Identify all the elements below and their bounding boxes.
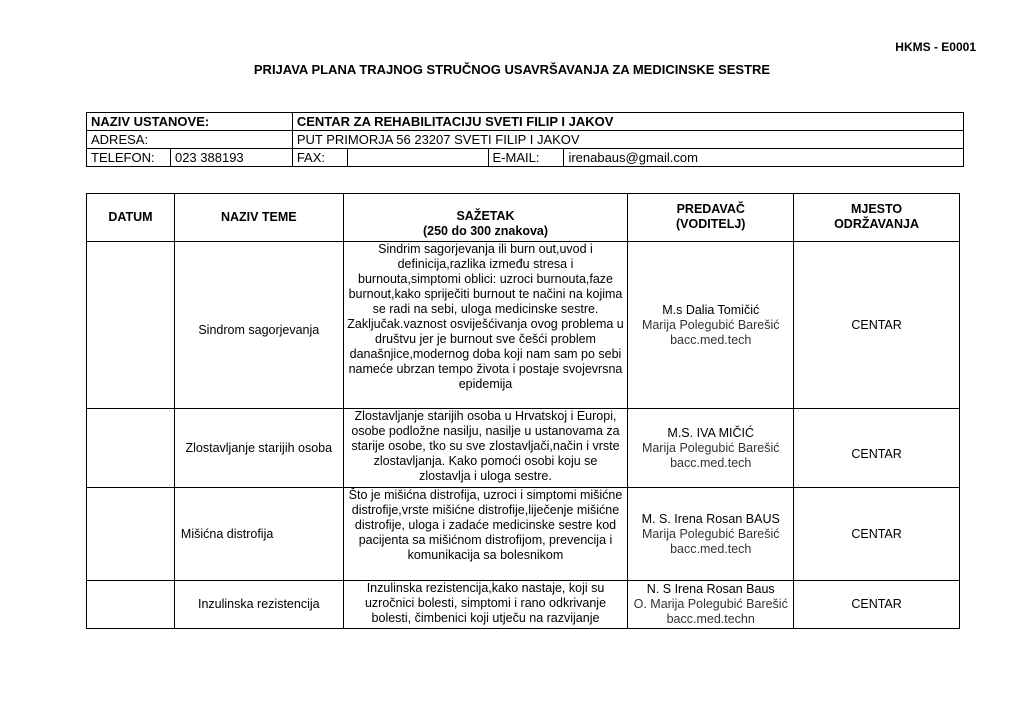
lecturer-assistant: Marija Polegubić Barešić bacc.med.tech: [641, 440, 780, 470]
header-place-note: ODRŽAVANJA: [834, 217, 920, 231]
row-lecturer: [628, 409, 794, 488]
row-topic: Sindrom sagorjevanja: [174, 242, 343, 409]
lecturer-assistant: Marija Polegubić Barešić bacc.med.tech: [641, 317, 780, 347]
row-summary: Sindrim sagorjevanja ili burn out,uvod i definicija,razlika između stresa i burnouta,simptomi oblici: uzroci burnouta,faze burnout,kako spriječiti burnout te načini na kojima se radi na sebi, uloga medicinske sestre. Zaključak.vaznost osviješćivanja ovog problema u društvu jer je burnout sve češći problem današnjice,modernog doba koji nam sam po sebi nameće ubrzan tempo života i postaje svojevrsna epidemija: [343, 242, 628, 409]
header-topic: NAZIV TEME: [174, 194, 343, 242]
lecturer-name: M.S. IVA MIČIĆ: [667, 425, 755, 440]
lecturer-name: M.s Dalia Tomičić: [662, 302, 760, 317]
fax-value: [347, 149, 488, 167]
table-row: [87, 409, 960, 488]
row-date: [87, 409, 175, 488]
row-summary: Inzulinska rezistencija,kako nastaje, koji su uzročnici bolesti, simptomi i rano odkrivanje bolesti, čimbenici koji utječu na razvijanje: [343, 581, 628, 629]
education-plan-table: [86, 193, 960, 629]
email-value: irenabaus@gmail.com: [564, 149, 964, 167]
header-place: [794, 194, 960, 242]
row-lecturer: [628, 242, 794, 409]
table-row: [87, 242, 960, 409]
row-place: CENTAR: [794, 409, 960, 488]
row-summary: Zlostavljanje starijih osoba u Hrvatskoj i Europi, osobe podložne nasilju, nasilje u ustanovama za starije osobe, tko su sve zlostavljači,način i vrste zlostavljanja. Kako pomoći osobi koju se zlostavlja i uloga sestre.: [343, 409, 628, 488]
lecturer-assistant: O. Marija Polegubić Barešić bacc.med.techn: [633, 597, 788, 626]
fax-label: FAX:: [292, 149, 347, 167]
lecturer-name: N. S Irena Rosan Baus: [646, 582, 775, 596]
header-lecturer-note: (VODITELJ): [676, 217, 746, 231]
address-row: [87, 131, 964, 149]
lecturer-name: M. S. Irena Rosan BAUS: [641, 511, 780, 526]
contact-row: [87, 149, 964, 167]
institution-name-label: NAZIV USTANOVE:: [87, 113, 293, 131]
header-summary-title: SAŽETAK: [456, 208, 515, 223]
institution-name-row: [87, 113, 964, 131]
row-date: [87, 242, 175, 409]
institution-info-table: [86, 112, 964, 167]
header-summary-note: (250 do 300 znakova): [422, 223, 549, 238]
phone-label: TELEFON:: [87, 149, 171, 167]
table-row: [87, 581, 960, 629]
phone-value: 023 388193: [170, 149, 292, 167]
lecturer-assistant: Marija Polegubić Barešić bacc.med.tech: [641, 526, 780, 556]
row-topic: Mišićna distrofija: [174, 488, 343, 581]
institution-name-value: CENTAR ZA REHABILITACIJU SVETI FILIP I JAKOV: [292, 113, 963, 131]
header-summary: [343, 194, 628, 242]
row-lecturer: [628, 488, 794, 581]
row-topic: Inzulinska rezistencija: [174, 581, 343, 629]
address-value: PUT PRIMORJA 56 23207 SVETI FILIP I JAKOV: [292, 131, 963, 149]
row-place: CENTAR: [794, 488, 960, 581]
row-place: CENTAR: [794, 242, 960, 409]
row-place: CENTAR: [794, 581, 960, 629]
row-summary: Što je mišićna distrofija, uzroci i simptomi mišićne distrofije,vrste mišićne distrofije,liječenje mišićne distrofije, uloga i zadaće medicinske sestre kod pacijenta sa mišićnom distrofijom, prevencija i komunikacija sa bolesnikom: [343, 488, 628, 581]
header-date: DATUM: [87, 194, 175, 242]
address-label: ADRESA:: [87, 131, 293, 149]
header-place-title: MJESTO: [850, 202, 903, 216]
row-lecturer: [628, 581, 794, 629]
page-title: PRIJAVA PLANA TRAJNOG STRUČNOG USAVRŠAVANJA ZA MEDICINSKE SESTRE: [253, 62, 771, 77]
form-code: HKMS - E0001: [895, 40, 976, 54]
row-date: [87, 488, 175, 581]
header-lecturer-title: PREDAVAČ: [676, 202, 745, 216]
row-topic: Zlostavljanje starijih osoba: [174, 409, 343, 488]
row-date: [87, 581, 175, 629]
header-lecturer: [628, 194, 794, 242]
table-row: [87, 488, 960, 581]
table-header-row: [87, 194, 960, 242]
email-label: E-MAIL:: [488, 149, 564, 167]
